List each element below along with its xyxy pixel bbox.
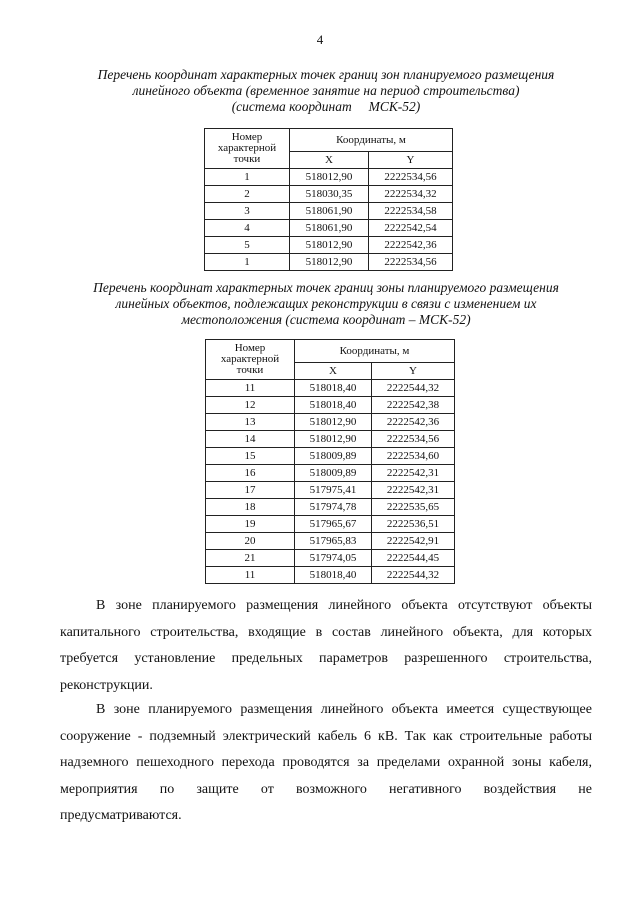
point-number-cell: 18 (206, 499, 295, 516)
table-row (206, 550, 455, 567)
x-coordinate-cell: 517975,41 (295, 482, 372, 499)
paragraph-line: реконструкции. (60, 677, 153, 693)
coordinates-header: Координаты, м (295, 340, 455, 363)
x-coordinate-cell: 517965,83 (295, 533, 372, 550)
x-coordinate-cell: 518012,90 (290, 237, 369, 254)
y-coordinate-cell: 2222542,36 (369, 237, 453, 254)
y-coordinate-cell: 2222544,32 (372, 567, 455, 584)
x-coordinate-cell: 518012,90 (295, 431, 372, 448)
point-number-cell: 12 (206, 397, 295, 414)
y-coordinate-cell: 2222542,54 (369, 220, 453, 237)
table-row (206, 499, 455, 516)
table2-caption (60, 280, 592, 328)
x-coordinate-cell: 518009,89 (295, 448, 372, 465)
table-row (206, 414, 455, 431)
caption-line: Перечень координат характерных точек границ зоны планируемого размещения (93, 280, 559, 295)
point-number-cell: 21 (206, 550, 295, 567)
y-coordinate-cell: 2222534,58 (369, 203, 453, 220)
point-number-header: Номер характерной точки (205, 129, 290, 169)
point-number-header: Номер характерной точки (206, 340, 295, 380)
table-row (205, 220, 453, 237)
y-coordinate-cell: 2222534,32 (369, 186, 453, 203)
point-number-cell: 1 (205, 169, 290, 186)
paragraph-line: В зоне планируемого размещения линейного объекта имеется существующее (96, 702, 592, 717)
y-coordinate-cell: 2222534,56 (369, 169, 453, 186)
x-header: X (290, 152, 369, 169)
y-coordinate-cell: 2222542,31 (372, 482, 455, 499)
x-coordinate-cell: 518018,40 (295, 380, 372, 397)
point-number-cell: 3 (205, 203, 290, 220)
paragraph-line: мероприятия по защите от возможного негативного воздействия не (60, 781, 592, 797)
table-row (206, 533, 455, 550)
point-number-cell: 1 (205, 254, 290, 271)
table-row (206, 431, 455, 448)
point-number-cell: 15 (206, 448, 295, 465)
table-row (206, 482, 455, 499)
x-coordinate-cell: 518061,90 (290, 203, 369, 220)
x-coordinate-cell: 517965,67 (295, 516, 372, 533)
point-number-cell: 17 (206, 482, 295, 499)
x-coordinate-cell: 518009,89 (295, 465, 372, 482)
x-coordinate-cell: 518012,90 (295, 414, 372, 431)
y-coordinate-cell: 2222544,32 (372, 380, 455, 397)
y-coordinate-cell: 2222542,36 (372, 414, 455, 431)
table2-body (206, 380, 455, 584)
coordinates-header: Координаты, м (290, 129, 453, 152)
paragraph-cable (60, 697, 592, 830)
coordinates-table-1 (204, 128, 453, 271)
x-coordinate-cell: 518012,90 (290, 169, 369, 186)
x-coordinate-cell: 518030,35 (290, 186, 369, 203)
y-coordinate-cell: 2222535,65 (372, 499, 455, 516)
point-number-cell: 16 (206, 465, 295, 482)
paragraph-no-capital-objects (60, 593, 592, 699)
paragraph-line: требуется установление предельных параметров разрешенного строительства, (60, 651, 592, 666)
x-header: X (295, 363, 372, 380)
y-coordinate-cell: 2222542,31 (372, 465, 455, 482)
x-coordinate-cell: 518061,90 (290, 220, 369, 237)
x-coordinate-cell: 517974,05 (295, 550, 372, 567)
table-row (206, 465, 455, 482)
table-row (205, 203, 453, 220)
paragraph-line: капитального строительства, входящие в состав линейного объекта, для которых (60, 624, 592, 640)
y-coordinate-cell: 2222542,91 (372, 533, 455, 550)
caption-line: местоположения (система координат – МСК-52) (181, 312, 471, 327)
y-coordinate-cell: 2222542,38 (372, 397, 455, 414)
point-number-cell: 2 (205, 186, 290, 203)
x-coordinate-cell: 518018,40 (295, 397, 372, 414)
x-coordinate-cell: 518012,90 (290, 254, 369, 271)
caption-line: (система координат МСК-52) (231, 99, 421, 114)
page-number: 4 (316, 32, 324, 47)
table-row (206, 567, 455, 584)
point-number-cell: 11 (206, 567, 295, 584)
table1-caption (60, 67, 592, 115)
table-row (206, 448, 455, 465)
y-coordinate-cell: 2222544,45 (372, 550, 455, 567)
caption-line: Перечень координат характерных точек границ зон планируемого размещения (97, 67, 555, 82)
point-number-cell: 19 (206, 516, 295, 533)
x-coordinate-cell: 518018,40 (295, 567, 372, 584)
table-row (205, 237, 453, 254)
point-number-cell: 20 (206, 533, 295, 550)
table-row (205, 254, 453, 271)
point-number-cell: 4 (205, 220, 290, 237)
point-number-cell: 13 (206, 414, 295, 431)
y-header: Y (369, 152, 453, 169)
coordinates-table-2 (205, 339, 455, 584)
point-number-cell: 11 (206, 380, 295, 397)
point-number-cell: 5 (205, 237, 290, 254)
table-row (205, 169, 453, 186)
caption-line: линейных объектов, подлежащих реконструкции в связи с изменением их (115, 296, 537, 311)
y-coordinate-cell: 2222536,51 (372, 516, 455, 533)
paragraph-line: В зоне планируемого размещения линейного объекта отсутствуют объекты (96, 598, 592, 613)
y-coordinate-cell: 2222534,60 (372, 448, 455, 465)
y-header: Y (372, 363, 455, 380)
table-row (206, 516, 455, 533)
paragraph-line: предусматриваются. (60, 808, 182, 823)
table-row (205, 186, 453, 203)
paragraph-line: сооружение - подземный электрический кабель 6 кВ. Так как строительные работы (60, 728, 592, 744)
paragraph-line: надземного пешеходного перехода проводятся за пределами охранной зоны кабеля, (60, 755, 592, 770)
point-number-cell: 14 (206, 431, 295, 448)
x-coordinate-cell: 517974,78 (295, 499, 372, 516)
y-coordinate-cell: 2222534,56 (372, 431, 455, 448)
caption-line: линейного объекта (временное занятие на период строительства) (132, 83, 520, 98)
table-row (206, 397, 455, 414)
table1-body (205, 169, 453, 271)
table-row (206, 380, 455, 397)
y-coordinate-cell: 2222534,56 (369, 254, 453, 271)
